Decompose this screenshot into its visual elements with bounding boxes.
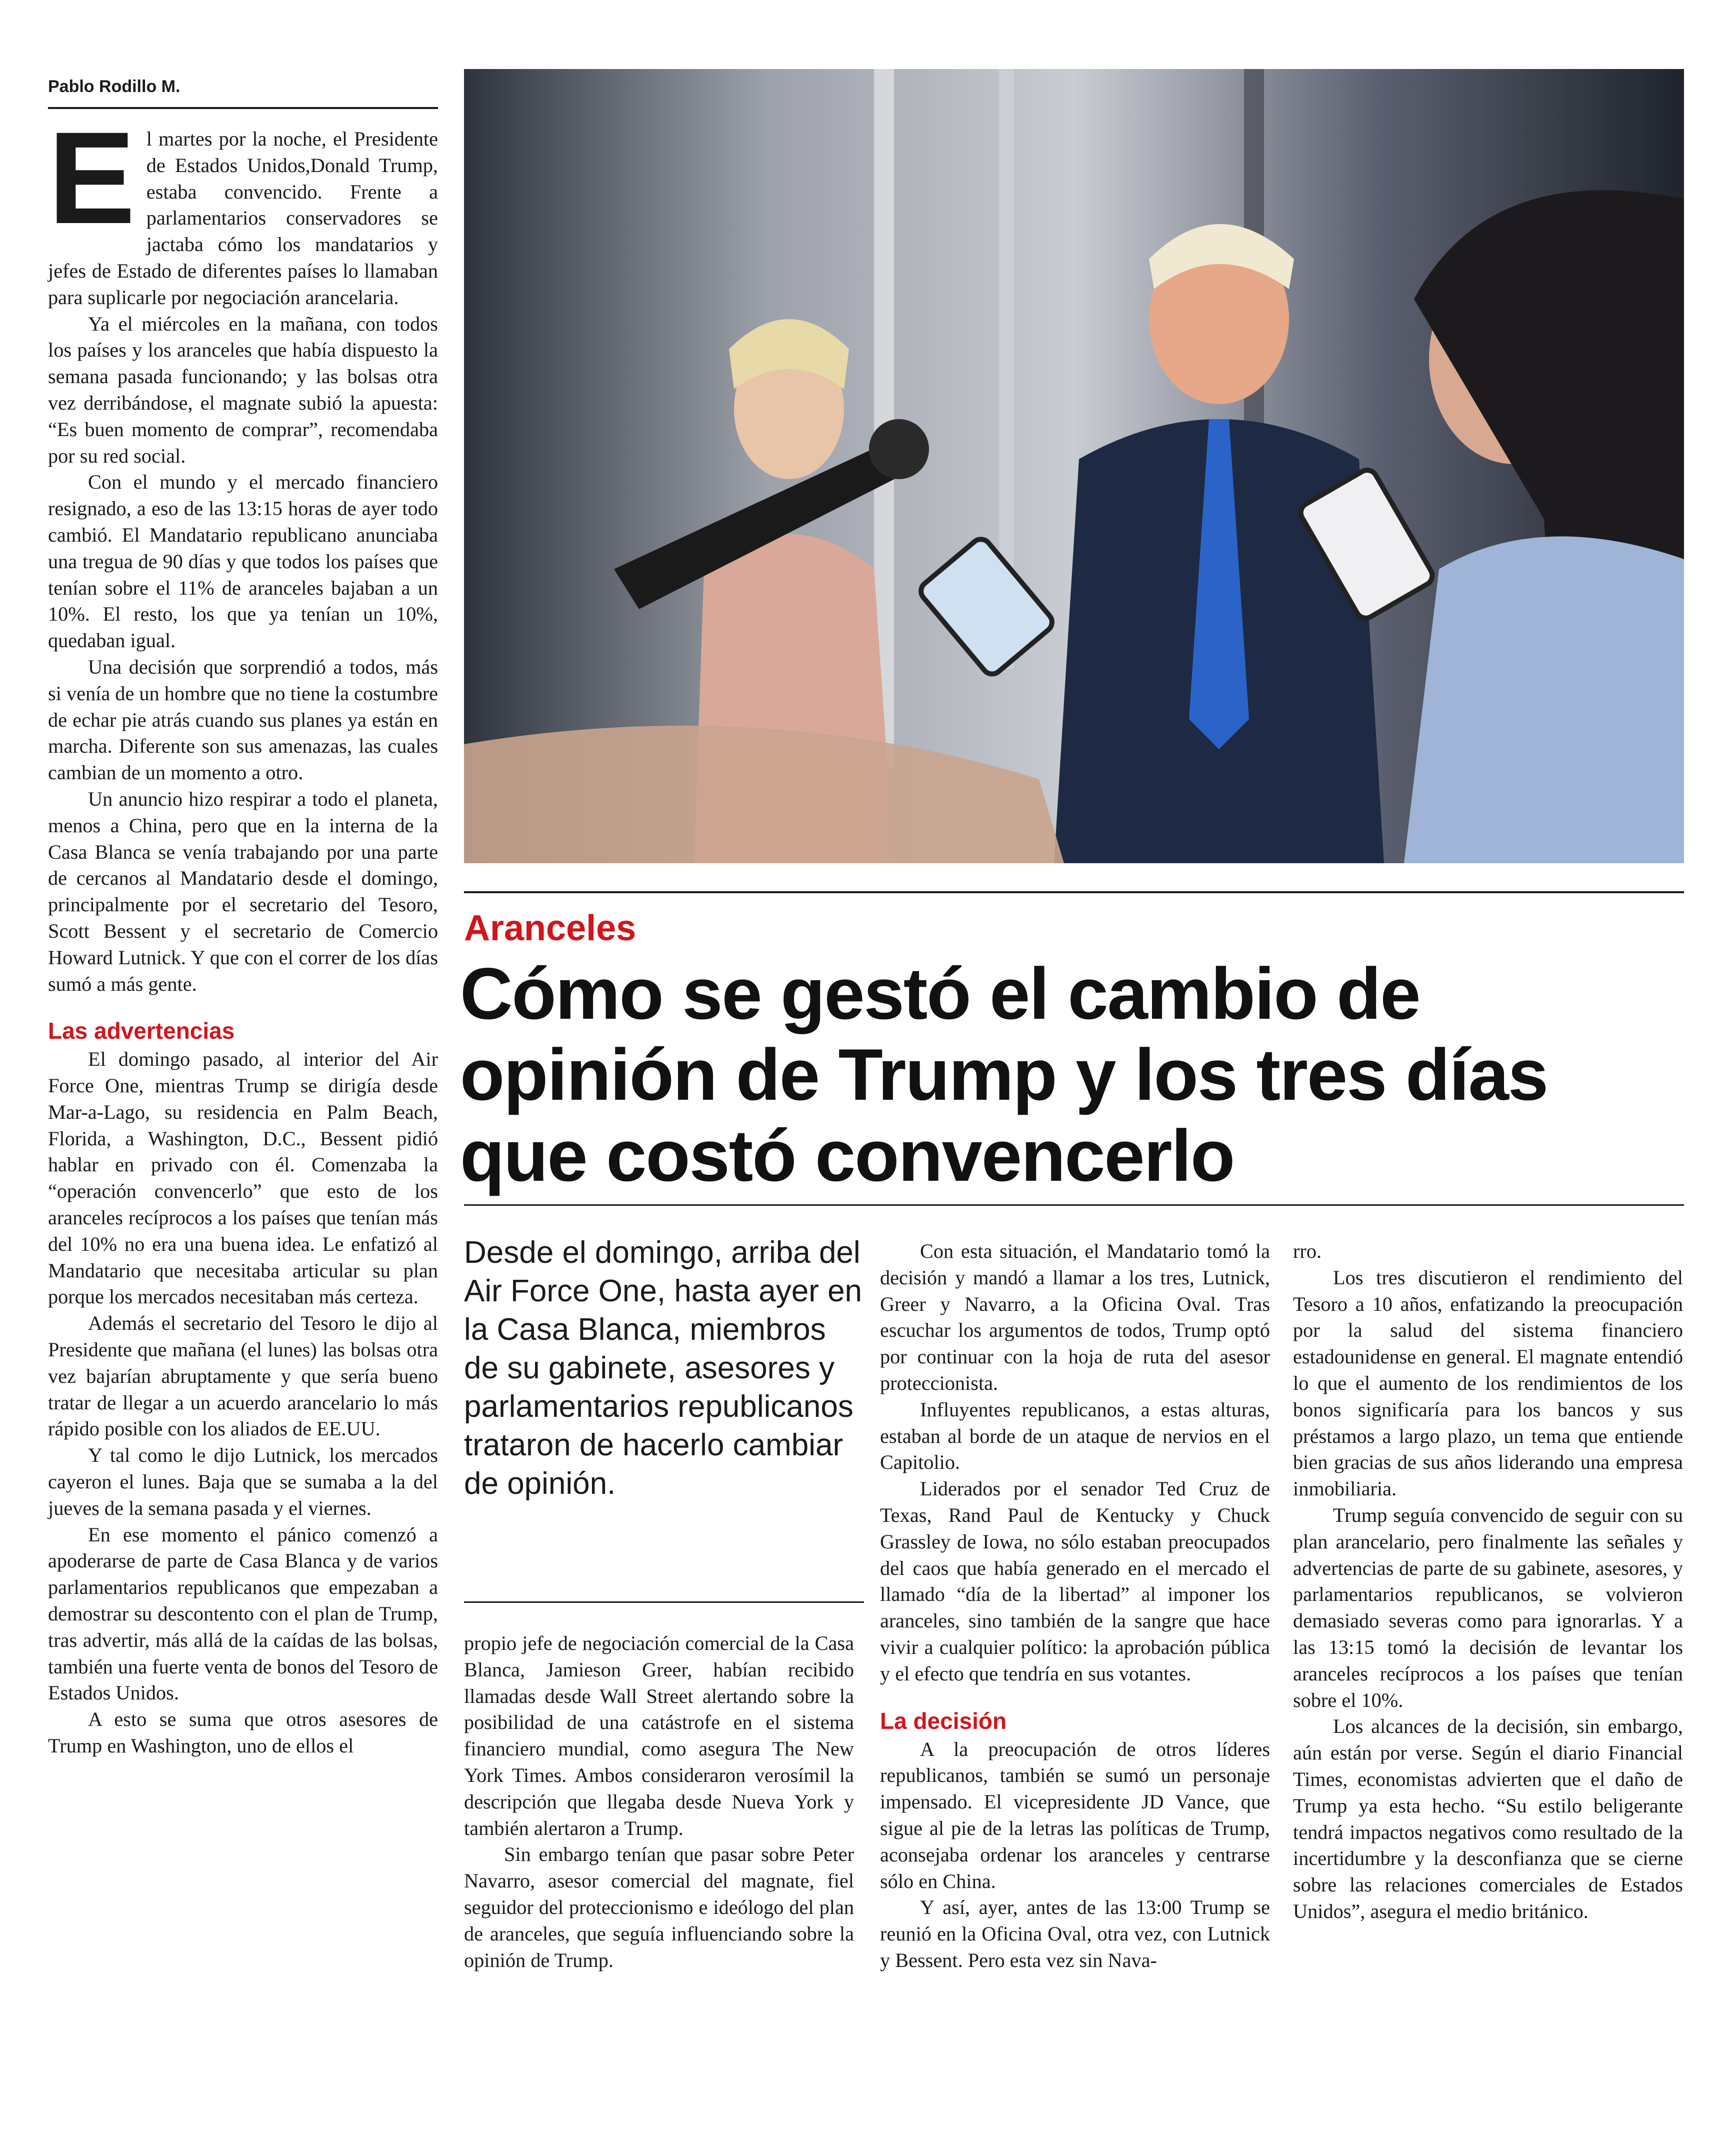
paragraph: El domingo pasado, al interior del Air Force One, mientras Trump se dirigía desde Mar-a-Lago, su residencia en Palm Beach, Florida, a Washington, D.C., Bessent pidió hablar en privado con él. Comenzaba la “operación convencerlo” que esto de los aranceles recíprocos a los países que tenían más del 10% no era una buena idea. Le enfatizó al Mandatario que necesitaba articular su plan porque los mercados necesitaban más certeza. (48, 1048, 438, 1308)
divider (464, 891, 1684, 893)
article-column-3 (880, 1238, 1270, 1974)
paragraph: Los alcances de la decisión, sin embargo, aún están por verse. Según el diario Financial Times, economistas advierten que el daño de Trump ya esta hecho. “Su estilo beligerante tendrá impactos negativos como resultado de la incertidumbre y la desconfianza que se cierne sobre las relaciones comerciales de Estados Unidos”, asegura el medio británico. (1293, 1715, 1683, 1922)
paragraph: El martes por la noche, el Presidente de Estados Unidos,Donald Trump, estaba convencido. Frente a parlamentarios conservadores se jactaba cómo los mandatarios y jefes de Estado de diferentes países lo llamaban para suplicarle por negociación arancelaria. (48, 105, 438, 309)
divider (464, 1601, 864, 1603)
paragraph: Con esta situación, el Mandatario tomó la decisión y mandó a llamar a los tres, Lutnick, Greer y Navarro, a la Oficina Oval. Tras escuchar los argumentos de todos, Trump optó por continuar con la hoja de ruta del asesor proteccionista. (880, 1240, 1270, 1394)
paragraph: Influyentes republicanos, a estas alturas, estaban al borde de un ataque de nervios en el Capitolio. (880, 1398, 1270, 1474)
paragraph: Y tal como le dijo Lutnick, los mercados cayeron el lunes. Baja que se sumaba a la del jueves de la semana pasada y el viernes. (48, 1444, 438, 1519)
paragraph: Ya el miércoles en la mañana, con todos los países y los aranceles que había dispuesto la semana pasada funcionando; y las bolsas otra vez derribándose, el magnate subió la apuesta: “Es buen momento de comprar”, recomendaba por su red social. (48, 312, 438, 467)
subheading: La decisión (880, 1707, 1007, 1734)
paragraph: Sin embargo tenían que pasar sobre Peter Navarro, asesor comercial del magnate, fiel seguidor del proteccionismo e ideólogo del plan de aranceles, que seguía influenciando sobre la opinión de Trump. (464, 1843, 854, 1971)
section-kicker: Aranceles (464, 908, 636, 948)
article-column-1 (48, 105, 438, 1759)
paragraph: rro. (1293, 1240, 1322, 1262)
drop-cap: E (48, 105, 136, 251)
paragraph: Los tres discutieron el rendimiento del Tesoro a 10 años, enfatizando la preocupación por la salud del sistema financiero estadounidense en general. El magnate entendió lo que el aumento de los rendimientos de los bonos significaría para los bancos y sus préstamos a largo plazo, un tema que entiende bien gracias de sus años liderando una empresa inmobiliaria. (1293, 1266, 1683, 1500)
paragraph: A esto se suma que otros asesores de Trump en Washington, uno de ellos el (48, 1708, 438, 1757)
paragraph: Con el mundo y el mercado financiero resignado, a eso de las 13:15 horas de ayer todo cambió. El Mandatario republicano anunciaba una tregua de 90 días y que todos los países que tenían sobre el 11% de aranceles bajaban a un 10%. El resto, los que ya tenían un 10%, quedaban igual. (48, 471, 438, 652)
paragraph: Una decisión que sorprendió a todos, más si venía de un hombre que no tiene la costumbre de echar pie atrás cuando sus planes ya están en marcha. Diferente son sus amenazas, las cuales cambian de un momento a otro. (48, 655, 438, 784)
divider (464, 1204, 1684, 1206)
subheading: Las advertencias (48, 1018, 235, 1044)
paragraph: Trump seguía convencido de seguir con su plan arancelario, pero finalmente las señales y advertencias de parte de su gabinete, asesores, y parlamentarios republicanos, se volvieron demasiado severas como para ignorarlas. Y a las 13:15 tomó la decisión de levantar los aranceles recíprocos a los países que tenían sobre el 10%. (1293, 1503, 1683, 1711)
paragraph: Un anuncio hizo respirar a todo el planeta, menos a China, pero que en la interna de la Casa Blanca se venía trabajando por una parte de cercanos al Mandatario desde el domingo, principalmente por el secretario del Tesoro, Scott Bessent y el secretario de Comercio Howard Lutnick. Y que con el correr de los días sumó a más gente. (48, 787, 438, 995)
byline: Pablo Rodillo M. (48, 74, 438, 109)
article-column-2 (464, 1630, 854, 1973)
paragraph: Liderados por el senador Ted Cruz de Texas, Rand Paul de Kentucky y Chuck Grassley de Iowa, no sólo estaban preocupados del caos que había generado en el mercado el llamado “día de la libertad” al imponer los aranceles, sino también de la sangre que hace vivir a cualquier político: la aprobación pública y el efecto que tendría en sus votantes. (880, 1477, 1270, 1685)
paragraph: Y así, ayer, antes de las 13:00 Trump se reunió en la Oficina Oval, otra vez, con Lutnick y Bessent. Pero esta vez sin Nava- (880, 1896, 1270, 1971)
paragraph: En ese momento el pánico comenzó a apoderarse de parte de Casa Blanca y de varios parlamentarios republicanos que empezaban a demostrar su descontento con el plan de Trump, tras advertir, más allá de la caídas de las bolsas, también una fuerte venta de bonos del Tesoro de Estados Unidos. (48, 1523, 438, 1704)
article-column-4 (1293, 1238, 1683, 1925)
press-photo (464, 69, 1684, 863)
photo-illustration (464, 69, 1684, 863)
headline: Cómo se gestó el cambio de opinión de Trump y los tres días que costó convencerlo (460, 953, 1548, 1196)
lead-paragraph: Desde el domingo, arriba del Air Force One, hasta ayer en la Casa Blanca, miembros de su gabinete, asesores y parlamentarios republicanos trataron de hacerlo cambiar de opinión. (464, 1235, 862, 1501)
paragraph: A la preocupación de otros líderes republicanos, también se sumó un personaje impensado. El vicepresidente JD Vance, que sigue al pie de la letras las políticas de Trump, aconsejaba ordenar los aranceles y centrarse sólo en China. (880, 1737, 1270, 1892)
paragraph: Además el secretario del Tesoro le dijo al Presidente que mañana (el lunes) las bolsas otra vez bajarían abruptamente y que sería bueno tratar de llegar a un acuerdo arancelario lo más rápido posible con los aliados de EE.UU. (48, 1312, 438, 1440)
paragraph: propio jefe de negociación comercial de la Casa Blanca, Jamieson Greer, habían recibido llamadas desde Wall Street alertando sobre la posibilidad de una catástrofe en el sistema financiero mundial, como asegura The New York Times. Ambos consideraron verosímil la descripción que llegaba desde Nueva York y también alertaron a Trump. (464, 1632, 854, 1839)
